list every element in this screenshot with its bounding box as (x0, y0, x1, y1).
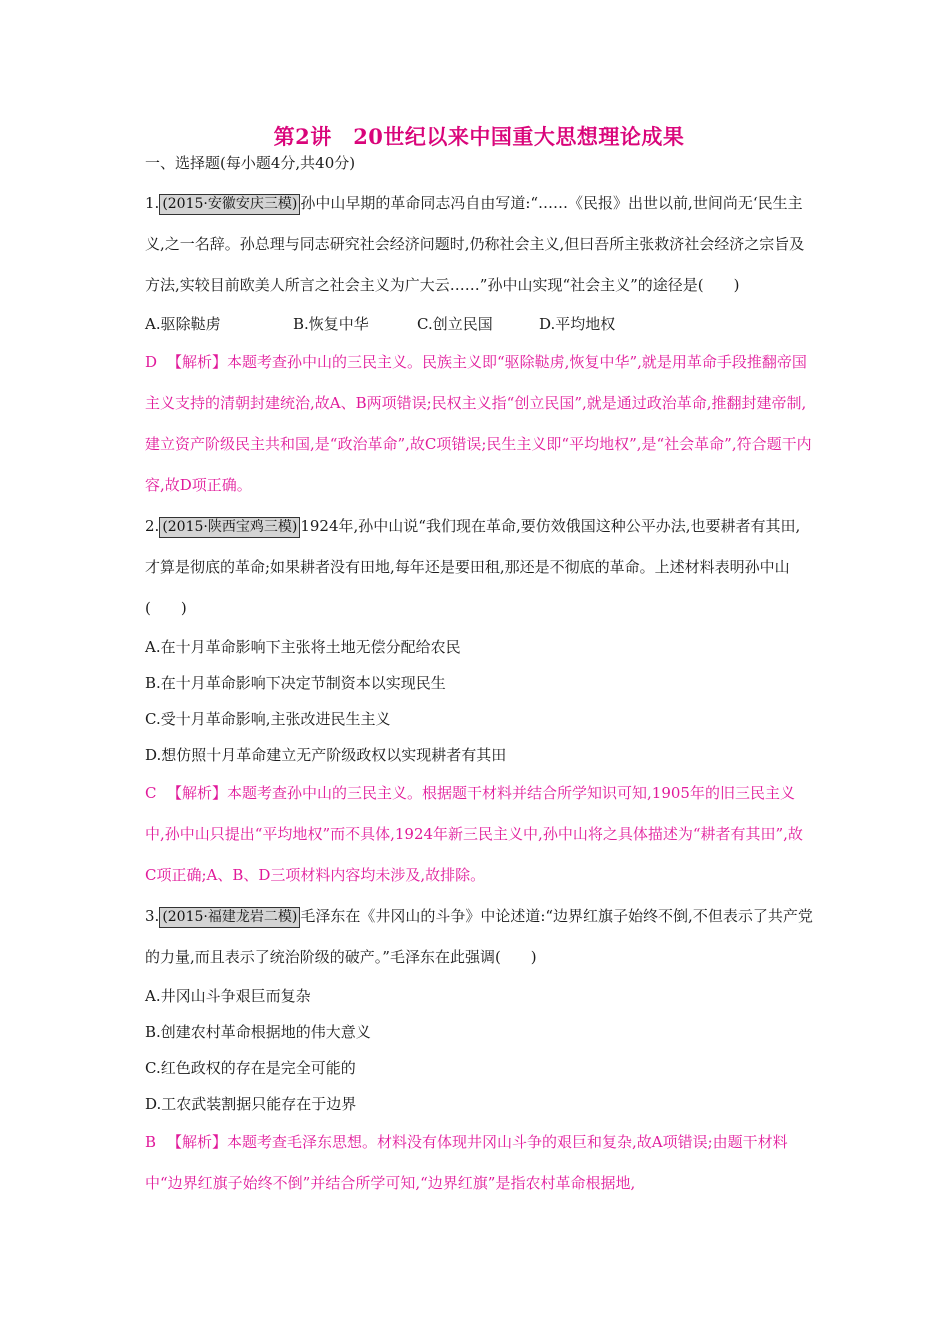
answer-letter: C (145, 784, 157, 802)
question-number: 3. (145, 907, 160, 925)
answer-letter: B (145, 1133, 157, 1151)
source-tag: (2015·福建龙岩二模) (159, 907, 300, 928)
section-heading: 一、选择题(每小题4分,共40分) (145, 154, 356, 172)
analysis-text: 【解析】本题考查毛泽东思想。材料没有体现井冈山斗争的艰巨和复杂,故A项错误;由题干材料中“边界红旗子始终不倒”并结合所学可知,“边界红旗”是指农村革命根据地, (145, 1133, 788, 1192)
options-row (145, 306, 813, 342)
option-c: C.受十月革命影响,主张改进民生主义 (145, 710, 391, 728)
document-content (145, 122, 813, 1204)
question-stem (145, 183, 813, 306)
option-a: A.井冈山斗争艰巨而复杂 (145, 987, 311, 1005)
question-number: 1. (145, 194, 160, 212)
analysis-text: 【解析】本题考查孙中山的三民主义。民族主义即“驱除鞑虏,恢复中华”,就是用革命手段推翻帝国主义支持的清朝封建统治,故A、B两项错误;民权主义指“创立民国”,就是通过政治革命,推翻封建帝制,建立资产阶级民主共和国,是“政治革命”,故C项错误;民生主义即“平均地权”,是“社会革命”,符合题干内容,故D项正确。 (145, 353, 812, 494)
page-title: 第2讲 20世纪以来中国重大思想理论成果 (273, 124, 685, 149)
question-stem (145, 896, 813, 978)
answer-letter: D (145, 353, 158, 371)
stem-text: 1924年,孙中山说“我们现在革命,要仿效俄国这种公平办法,也要耕者有其田,才算是彻底的革命;如果耕者没有田地,每年还是要田租,那还是不彻底的革命。上述材料表明孙中山( ) (145, 517, 801, 617)
option-d: D.平均地权 (539, 315, 616, 333)
option-a: A.在十月革命影响下主张将土地无偿分配给农民 (145, 638, 461, 656)
option-c: C.红色政权的存在是完全可能的 (145, 1059, 356, 1077)
option-a: A.驱除鞑虏 (145, 315, 221, 333)
question-2 (145, 506, 813, 896)
answer-analysis (145, 342, 813, 506)
answer-analysis (145, 1122, 813, 1204)
source-tag: (2015·安徽安庆三模) (159, 194, 300, 215)
option-b: B.在十月革命影响下决定节制资本以实现民生 (145, 674, 446, 692)
question-1 (145, 183, 813, 506)
stem-text: 孙中山早期的革命同志冯自由写道:“……《民报》出世以前,世间尚无‘民生主义,之一名辞。孙总理与同志研究社会经济问题时,仍称社会主义,但曰吾所主张救济社会经济之宗旨及方法,实较目前欧美人所言之社会主义为广大云……”孙中山实现“社会主义”的途径是( ) (145, 194, 805, 294)
answer-analysis (145, 773, 813, 896)
option-b: B.恢复中华 (293, 315, 369, 333)
question-stem (145, 506, 813, 629)
analysis-text: 【解析】本题考查孙中山的三民主义。根据题干材料并结合所学知识可知,1905年的旧三民主义中,孙中山只提出“平均地权”而不具体,1924年新三民主义中,孙中山将之具体描述为“耕者有其田”,故C项正确;A、B、D三项材料内容均未涉及,故排除。 (145, 784, 803, 884)
stem-text: 毛泽东在《井冈山的斗争》中论述道:“边界红旗子始终不倒,不但表示了共产党的力量,而且表示了统治阶级的破产。”毛泽东在此强调( ) (145, 907, 813, 966)
option-b: B.创建农村革命根据地的伟大意义 (145, 1023, 371, 1041)
option-d: D.想仿照十月革命建立无产阶级政权以实现耕者有其田 (145, 746, 507, 764)
option-d: D.工农武装割据只能存在于边界 (145, 1095, 357, 1113)
question-3 (145, 896, 813, 1204)
option-c: C.创立民国 (417, 315, 493, 333)
question-number: 2. (145, 517, 160, 535)
source-tag: (2015·陕西宝鸡三模) (159, 517, 300, 538)
